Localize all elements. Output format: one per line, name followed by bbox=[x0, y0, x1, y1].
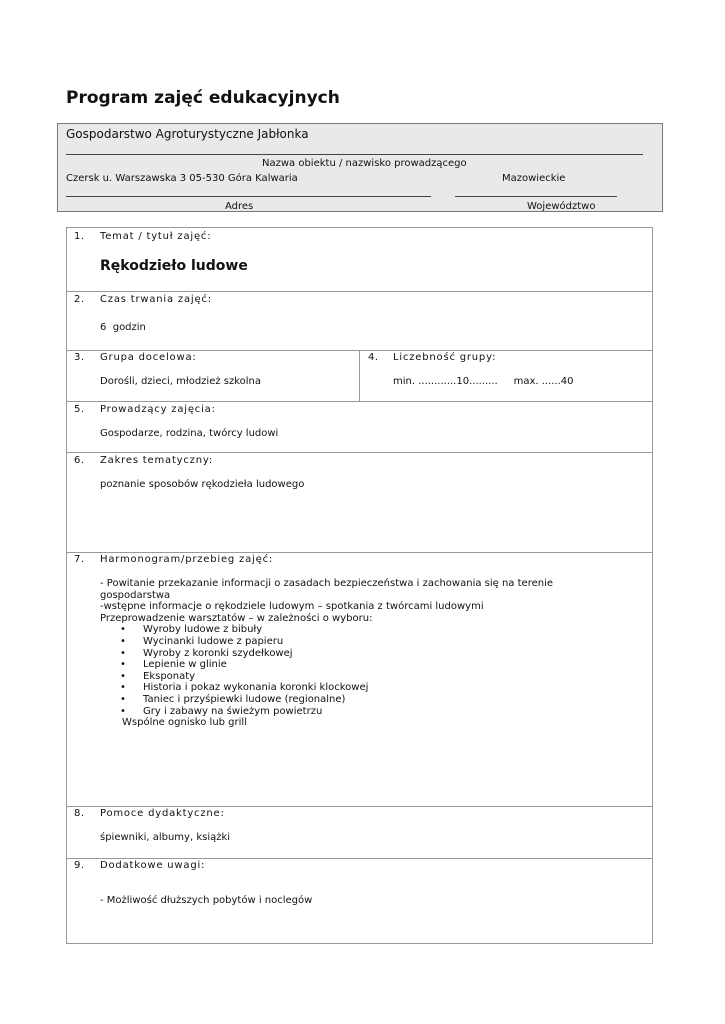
row-divider bbox=[67, 858, 652, 859]
address-caption: Adres bbox=[225, 201, 254, 212]
section-number: 3. bbox=[74, 352, 85, 363]
header-box bbox=[57, 123, 663, 212]
instructors-value: Gospodarze, rodzina, twórcy ludowi bbox=[100, 428, 279, 439]
section-number: 1. bbox=[74, 231, 85, 242]
name-underline bbox=[66, 154, 643, 155]
scope-value: poznanie sposobów rękodzieła ludowego bbox=[100, 479, 305, 490]
form-table bbox=[66, 227, 653, 944]
schedule-list bbox=[100, 578, 553, 729]
schedule-label: Harmonogram/przebieg zajęć: bbox=[100, 554, 274, 565]
notes-label: Dodatkowe uwagi: bbox=[100, 860, 206, 871]
target-group-value: Dorośli, dzieci, młodzież szkolna bbox=[100, 376, 262, 387]
section-number: 2. bbox=[74, 294, 85, 305]
section-number: 6. bbox=[74, 455, 85, 466]
teaching-aids-value: śpiewniki, albumy, książki bbox=[100, 832, 231, 843]
schedule-intro-line: - Powitanie przekazanie informacji o zasadach bezpieczeństwa i zachowania się na terenie bbox=[100, 578, 554, 589]
schedule-bullet-item: • Eksponaty bbox=[100, 671, 553, 683]
schedule-bullet-item: • Historia i pokaz wykonania koronki klockowej bbox=[100, 682, 553, 694]
schedule-intro-line: gospodarstwa bbox=[100, 589, 171, 601]
section-number: 4. bbox=[368, 352, 379, 363]
voivodeship-caption: Województwo bbox=[527, 201, 596, 212]
row-divider bbox=[67, 806, 652, 807]
voivodeship-value: Mazowieckie bbox=[502, 173, 566, 184]
topic-value: Rękodzieło ludowe bbox=[100, 258, 248, 274]
schedule-bullet-item: • Gry i zabawy na świeżym powietrzu bbox=[100, 706, 553, 718]
voivodeship-underline bbox=[455, 196, 617, 197]
instructors-label: Prowadzący zajęcia: bbox=[100, 404, 216, 415]
scope-label: Zakres tematyczny: bbox=[100, 455, 214, 466]
notes-value: - Możliwość dłuższych pobytów i noclegów bbox=[100, 895, 313, 906]
schedule-bullet-item: • Taniec i przyśpiewki ludowe (regionalne) bbox=[100, 694, 553, 706]
farm-name: Gospodarstwo Agroturystyczne Jabłonka bbox=[66, 127, 309, 141]
group-size-label: Liczebność grupy: bbox=[393, 352, 497, 363]
teaching-aids-label: Pomoce dydaktyczne: bbox=[100, 808, 225, 819]
section-number: 8. bbox=[74, 808, 85, 819]
schedule-outro: Wspólne ognisko lub grill bbox=[122, 717, 247, 729]
schedule-bullet-item: • Lepienie w glinie bbox=[100, 659, 553, 671]
duration-value: 6 godzin bbox=[100, 322, 146, 333]
target-group-label: Grupa docelowa: bbox=[100, 352, 197, 363]
name-caption: Nazwa obiektu / nazwisko prowadzącego bbox=[262, 158, 467, 169]
schedule-bullet-item: • Wyroby ludowe z bibuły bbox=[100, 624, 553, 636]
duration-label: Czas trwania zajęć: bbox=[100, 294, 212, 305]
page-title: Program zajęć edukacyjnych bbox=[66, 88, 340, 108]
row-divider bbox=[67, 452, 652, 453]
group-size-value: min. ............10......... max. ......40 bbox=[393, 376, 574, 387]
schedule-intro-line: Przeprowadzenie warsztatów – w zależności o wyboru: bbox=[100, 612, 373, 624]
column-divider bbox=[359, 350, 360, 401]
address-value: Czersk u. Warszawska 3 05-530 Góra Kalwaria bbox=[66, 173, 298, 184]
section-number: 5. bbox=[74, 404, 85, 415]
row-divider bbox=[67, 552, 652, 553]
schedule-bullet-item: • Wyroby z koronki szydełkowej bbox=[100, 648, 553, 660]
address-underline bbox=[66, 196, 431, 197]
row-divider bbox=[67, 401, 652, 402]
topic-label: Temat / tytuł zajęć: bbox=[100, 231, 212, 242]
section-number: 7. bbox=[74, 554, 85, 565]
section-number: 9. bbox=[74, 860, 85, 871]
schedule-bullet-item: • Wycinanki ludowe z papieru bbox=[100, 636, 553, 648]
schedule-intro-line: -wstępne informacje o rękodziele ludowym – spotkania z twórcami ludowymi bbox=[100, 601, 484, 613]
row-divider bbox=[67, 291, 652, 292]
